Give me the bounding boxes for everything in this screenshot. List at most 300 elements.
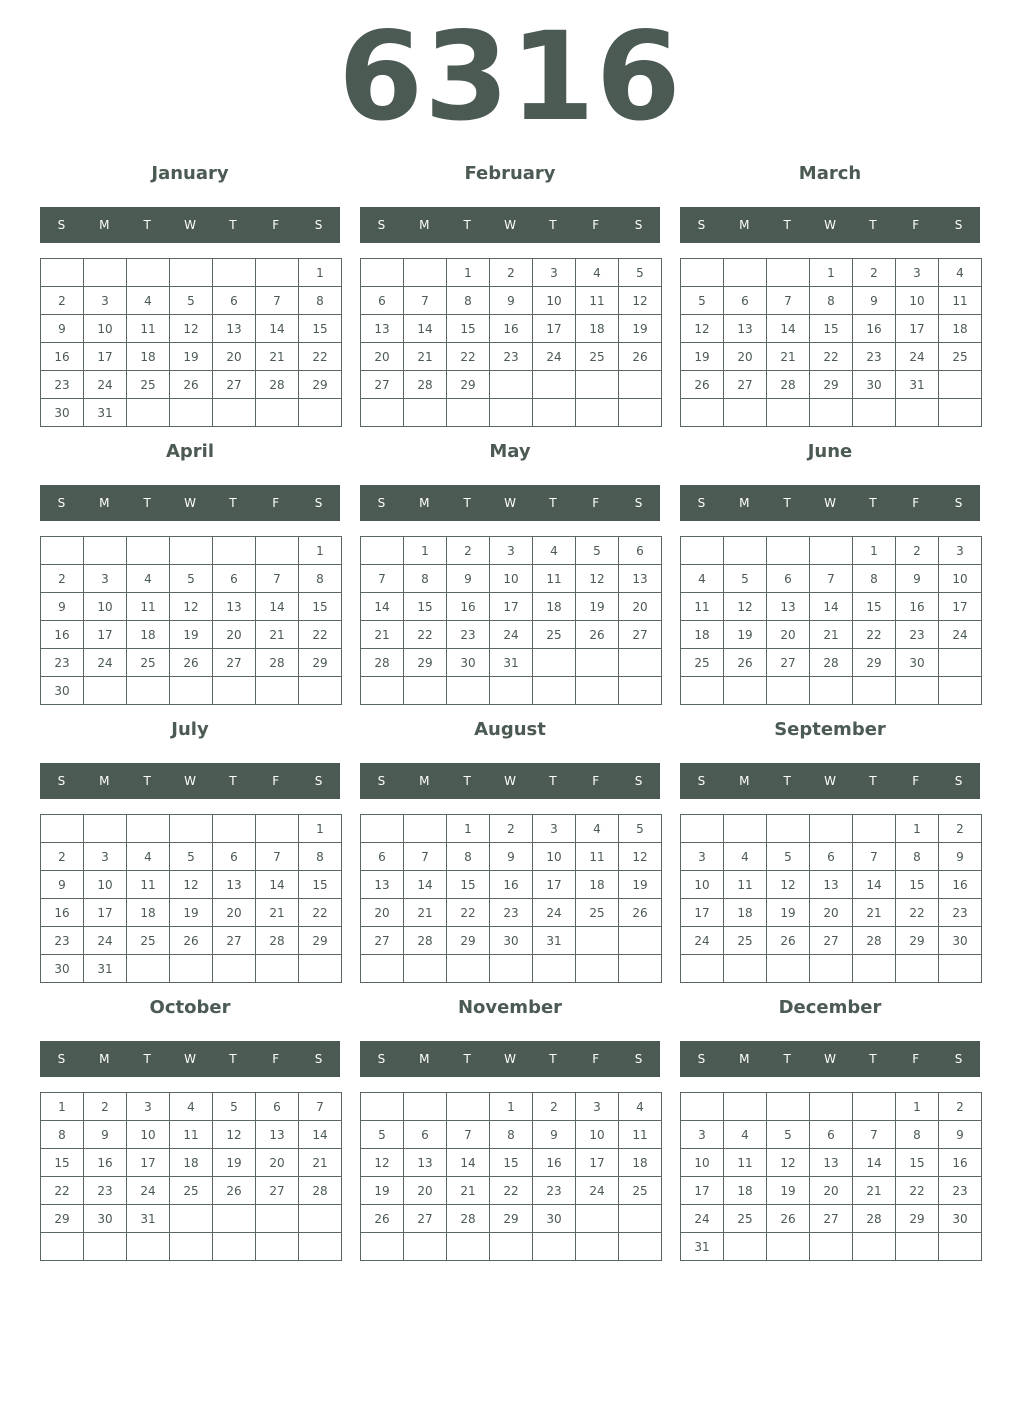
day-cell: 25 (619, 1177, 662, 1205)
week-row (361, 621, 662, 649)
weekday-header: F (272, 1052, 280, 1066)
weekday-header: W (184, 1052, 196, 1066)
weekday-header: S (314, 218, 323, 232)
day-cell: 6 (213, 565, 256, 593)
day-cell: 23 (41, 649, 84, 677)
weekday-header: M (99, 496, 110, 510)
day-cell: 12 (724, 593, 767, 621)
day-cell: 12 (576, 565, 619, 593)
day-cell: 13 (724, 315, 767, 343)
day-cell: 20 (810, 899, 853, 927)
day-cell: 10 (939, 565, 982, 593)
day-cell: 27 (810, 927, 853, 955)
day-cell: 16 (939, 871, 982, 899)
day-cell: 17 (533, 315, 576, 343)
day-cell: 16 (533, 1149, 576, 1177)
day-cell: 1 (299, 537, 342, 565)
day-cell: 6 (256, 1093, 299, 1121)
day-cell: 7 (256, 843, 299, 871)
empty-day-cell (576, 371, 619, 399)
empty-day-cell (490, 955, 533, 983)
day-cell: 9 (41, 593, 84, 621)
week-row (681, 649, 982, 677)
day-cell: 22 (41, 1177, 84, 1205)
empty-day-cell (256, 815, 299, 843)
weekday-header: T (549, 218, 557, 232)
day-cell: 13 (361, 315, 404, 343)
day-cell: 27 (256, 1177, 299, 1205)
weekday-header: W (824, 496, 836, 510)
weekday-header: M (99, 218, 110, 232)
day-cell: 14 (767, 315, 810, 343)
day-cell: 15 (810, 315, 853, 343)
day-cell: 26 (170, 649, 213, 677)
empty-day-cell (404, 259, 447, 287)
day-cell: 26 (361, 1205, 404, 1233)
weekday-header: S (697, 1052, 706, 1066)
day-cell: 10 (533, 843, 576, 871)
week-row (361, 1205, 662, 1233)
week-row (681, 1121, 982, 1149)
empty-day-cell (490, 1233, 533, 1261)
day-cell: 11 (724, 1149, 767, 1177)
day-cell: 21 (256, 899, 299, 927)
day-cell: 27 (810, 1205, 853, 1233)
empty-day-cell (213, 259, 256, 287)
day-cell: 6 (810, 843, 853, 871)
weekday-header: S (954, 1052, 963, 1066)
empty-day-cell (170, 1205, 213, 1233)
day-cell: 11 (170, 1121, 213, 1149)
day-cell: 30 (41, 677, 84, 705)
weekday-header-bar (360, 485, 660, 521)
day-cell: 7 (299, 1093, 342, 1121)
day-cell: 28 (256, 371, 299, 399)
day-cell: 13 (361, 871, 404, 899)
empty-day-cell (939, 649, 982, 677)
day-cell: 16 (853, 315, 896, 343)
empty-day-cell (127, 399, 170, 427)
empty-day-cell (810, 677, 853, 705)
day-cell: 14 (256, 871, 299, 899)
days-table (360, 814, 662, 983)
day-cell: 10 (127, 1121, 170, 1149)
day-cell: 10 (84, 315, 127, 343)
day-cell: 5 (767, 1121, 810, 1149)
day-cell: 15 (853, 593, 896, 621)
day-cell: 12 (767, 871, 810, 899)
day-cell: 6 (361, 287, 404, 315)
day-cell: 15 (404, 593, 447, 621)
day-cell: 18 (127, 899, 170, 927)
week-row (361, 815, 662, 843)
day-cell: 7 (767, 287, 810, 315)
day-cell: 30 (490, 927, 533, 955)
day-cell: 28 (256, 927, 299, 955)
empty-day-cell (256, 259, 299, 287)
day-cell: 17 (896, 315, 939, 343)
empty-day-cell (576, 677, 619, 705)
empty-day-cell (619, 1205, 662, 1233)
empty-day-cell (681, 815, 724, 843)
day-cell: 23 (939, 1177, 982, 1205)
day-cell: 28 (767, 371, 810, 399)
day-cell: 2 (490, 259, 533, 287)
week-row (41, 871, 342, 899)
day-cell: 23 (41, 927, 84, 955)
day-cell: 25 (939, 343, 982, 371)
week-row (361, 955, 662, 983)
day-cell: 4 (939, 259, 982, 287)
day-cell: 19 (576, 593, 619, 621)
week-row (41, 927, 342, 955)
week-row (41, 1233, 342, 1261)
empty-day-cell (767, 1093, 810, 1121)
empty-day-cell (853, 677, 896, 705)
day-cell: 24 (533, 343, 576, 371)
empty-day-cell (447, 677, 490, 705)
week-row (361, 1121, 662, 1149)
day-cell: 5 (361, 1121, 404, 1149)
day-cell: 4 (127, 287, 170, 315)
day-cell: 5 (170, 843, 213, 871)
day-cell: 23 (939, 899, 982, 927)
day-cell: 25 (576, 343, 619, 371)
day-cell: 18 (619, 1149, 662, 1177)
empty-day-cell (170, 1233, 213, 1261)
day-cell: 19 (170, 899, 213, 927)
day-cell: 24 (490, 621, 533, 649)
day-cell: 29 (447, 371, 490, 399)
week-row (41, 677, 342, 705)
day-cell: 30 (939, 1205, 982, 1233)
weekday-header: S (634, 496, 643, 510)
day-cell: 8 (299, 843, 342, 871)
week-row (41, 815, 342, 843)
day-cell: 7 (810, 565, 853, 593)
day-cell: 4 (724, 843, 767, 871)
week-row (681, 537, 982, 565)
empty-day-cell (404, 1093, 447, 1121)
empty-day-cell (213, 537, 256, 565)
empty-day-cell (361, 955, 404, 983)
empty-day-cell (724, 1233, 767, 1261)
weekday-header-bar (360, 1041, 660, 1077)
day-cell: 14 (299, 1121, 342, 1149)
day-cell: 11 (533, 565, 576, 593)
day-cell: 16 (490, 315, 533, 343)
empty-day-cell (404, 399, 447, 427)
empty-day-cell (896, 399, 939, 427)
day-cell: 15 (447, 315, 490, 343)
day-cell: 29 (853, 649, 896, 677)
empty-day-cell (810, 399, 853, 427)
weekday-header: S (57, 774, 66, 788)
day-cell: 31 (681, 1233, 724, 1261)
week-row (41, 593, 342, 621)
day-cell: 24 (896, 343, 939, 371)
week-row (41, 343, 342, 371)
day-cell: 12 (170, 593, 213, 621)
empty-day-cell (939, 1233, 982, 1261)
empty-day-cell (810, 955, 853, 983)
day-cell: 5 (767, 843, 810, 871)
day-cell: 25 (127, 371, 170, 399)
weekday-header: T (869, 774, 877, 788)
empty-day-cell (533, 399, 576, 427)
empty-day-cell (213, 1233, 256, 1261)
day-cell: 20 (361, 343, 404, 371)
empty-day-cell (576, 1233, 619, 1261)
week-row (41, 1205, 342, 1233)
week-row (361, 371, 662, 399)
day-cell: 17 (576, 1149, 619, 1177)
weekday-header: F (272, 496, 280, 510)
day-cell: 19 (767, 1177, 810, 1205)
day-cell: 13 (256, 1121, 299, 1149)
day-cell: 1 (447, 259, 490, 287)
weekday-header: S (954, 218, 963, 232)
day-cell: 22 (404, 621, 447, 649)
day-cell: 4 (681, 565, 724, 593)
day-cell: 22 (299, 899, 342, 927)
week-row (41, 843, 342, 871)
weekday-header: F (912, 218, 920, 232)
days-table (680, 1092, 982, 1261)
day-cell: 4 (127, 565, 170, 593)
weekday-header: F (592, 218, 600, 232)
day-cell: 6 (213, 843, 256, 871)
empty-day-cell (256, 955, 299, 983)
day-cell: 18 (576, 871, 619, 899)
day-cell: 11 (127, 315, 170, 343)
day-cell: 13 (810, 1149, 853, 1177)
empty-day-cell (170, 399, 213, 427)
week-row (361, 1177, 662, 1205)
weekday-header: W (824, 774, 836, 788)
week-row (41, 565, 342, 593)
day-cell: 5 (170, 565, 213, 593)
day-cell: 2 (41, 565, 84, 593)
day-cell: 4 (576, 259, 619, 287)
day-cell: 31 (896, 371, 939, 399)
day-cell: 21 (256, 621, 299, 649)
empty-day-cell (490, 371, 533, 399)
day-cell: 26 (681, 371, 724, 399)
empty-day-cell (619, 371, 662, 399)
empty-day-cell (299, 399, 342, 427)
day-cell: 4 (576, 815, 619, 843)
day-cell: 16 (447, 593, 490, 621)
day-cell: 6 (361, 843, 404, 871)
week-row (681, 399, 982, 427)
day-cell: 16 (490, 871, 533, 899)
week-row (41, 621, 342, 649)
weekday-header: T (229, 1052, 237, 1066)
weekday-header: T (463, 774, 471, 788)
day-cell: 6 (404, 1121, 447, 1149)
empty-day-cell (127, 677, 170, 705)
weekday-header: S (634, 774, 643, 788)
day-cell: 19 (170, 621, 213, 649)
empty-day-cell (361, 1233, 404, 1261)
weekday-header: T (783, 774, 791, 788)
empty-day-cell (213, 677, 256, 705)
weekday-header: T (463, 218, 471, 232)
day-cell: 29 (447, 927, 490, 955)
day-cell: 8 (853, 565, 896, 593)
week-row (361, 343, 662, 371)
empty-day-cell (41, 537, 84, 565)
day-cell: 14 (404, 871, 447, 899)
day-cell: 17 (533, 871, 576, 899)
empty-day-cell (533, 371, 576, 399)
day-cell: 21 (853, 1177, 896, 1205)
days-table (40, 536, 342, 705)
day-cell: 3 (896, 259, 939, 287)
week-row (681, 677, 982, 705)
day-cell: 11 (127, 593, 170, 621)
empty-day-cell (767, 815, 810, 843)
weekday-header: S (377, 496, 386, 510)
empty-day-cell (576, 649, 619, 677)
day-cell: 10 (533, 287, 576, 315)
empty-day-cell (41, 259, 84, 287)
day-cell: 19 (681, 343, 724, 371)
day-cell: 2 (41, 843, 84, 871)
day-cell: 8 (447, 843, 490, 871)
day-cell: 21 (404, 899, 447, 927)
empty-day-cell (853, 815, 896, 843)
empty-day-cell (256, 1205, 299, 1233)
empty-day-cell (361, 1093, 404, 1121)
weekday-header: S (57, 1052, 66, 1066)
day-cell: 4 (127, 843, 170, 871)
day-cell: 11 (576, 843, 619, 871)
day-cell: 16 (41, 343, 84, 371)
day-cell: 17 (939, 593, 982, 621)
empty-day-cell (853, 1233, 896, 1261)
day-cell: 26 (213, 1177, 256, 1205)
day-cell: 19 (361, 1177, 404, 1205)
day-cell: 2 (939, 815, 982, 843)
day-cell: 3 (939, 537, 982, 565)
empty-day-cell (299, 1205, 342, 1233)
week-row (681, 621, 982, 649)
day-cell: 11 (724, 871, 767, 899)
weekday-header: W (504, 496, 516, 510)
weekday-header: S (57, 496, 66, 510)
day-cell: 20 (767, 621, 810, 649)
day-cell: 23 (41, 371, 84, 399)
empty-day-cell (896, 1233, 939, 1261)
week-row (41, 1093, 342, 1121)
day-cell: 17 (84, 621, 127, 649)
day-cell: 4 (533, 537, 576, 565)
week-row (361, 537, 662, 565)
day-cell: 12 (619, 287, 662, 315)
day-cell: 9 (41, 871, 84, 899)
empty-day-cell (170, 677, 213, 705)
day-cell: 1 (896, 815, 939, 843)
week-row (681, 565, 982, 593)
day-cell: 1 (447, 815, 490, 843)
empty-day-cell (681, 537, 724, 565)
weekday-header: M (419, 218, 430, 232)
day-cell: 15 (896, 1149, 939, 1177)
empty-day-cell (127, 1233, 170, 1261)
week-row (41, 259, 342, 287)
week-row (41, 315, 342, 343)
day-cell: 8 (896, 1121, 939, 1149)
day-cell: 29 (299, 371, 342, 399)
day-cell: 10 (490, 565, 533, 593)
empty-day-cell (533, 955, 576, 983)
day-cell: 30 (939, 927, 982, 955)
day-cell: 13 (213, 315, 256, 343)
day-cell: 19 (213, 1149, 256, 1177)
weekday-header: F (912, 774, 920, 788)
week-row (681, 1177, 982, 1205)
day-cell: 17 (127, 1149, 170, 1177)
weekday-header: S (314, 496, 323, 510)
day-cell: 4 (724, 1121, 767, 1149)
day-cell: 29 (896, 927, 939, 955)
day-cell: 26 (170, 927, 213, 955)
empty-day-cell (490, 677, 533, 705)
day-cell: 12 (361, 1149, 404, 1177)
day-cell: 7 (361, 565, 404, 593)
week-row (681, 1233, 982, 1261)
day-cell: 3 (681, 1121, 724, 1149)
day-cell: 27 (213, 927, 256, 955)
week-row (361, 899, 662, 927)
day-cell: 5 (619, 815, 662, 843)
week-row (41, 649, 342, 677)
empty-day-cell (810, 1093, 853, 1121)
day-cell: 1 (490, 1093, 533, 1121)
day-cell: 10 (681, 1149, 724, 1177)
day-cell: 26 (724, 649, 767, 677)
day-cell: 9 (41, 315, 84, 343)
month-title: January (151, 163, 229, 184)
weekday-header: T (143, 496, 151, 510)
empty-day-cell (767, 677, 810, 705)
days-table (680, 814, 982, 983)
day-cell: 20 (213, 899, 256, 927)
day-cell: 25 (127, 927, 170, 955)
day-cell: 16 (896, 593, 939, 621)
day-cell: 13 (767, 593, 810, 621)
empty-day-cell (170, 537, 213, 565)
empty-day-cell (256, 537, 299, 565)
empty-day-cell (361, 259, 404, 287)
week-row (361, 315, 662, 343)
day-cell: 26 (619, 899, 662, 927)
day-cell: 2 (939, 1093, 982, 1121)
day-cell: 1 (810, 259, 853, 287)
day-cell: 3 (490, 537, 533, 565)
day-cell: 5 (576, 537, 619, 565)
day-cell: 11 (681, 593, 724, 621)
day-cell: 3 (84, 843, 127, 871)
empty-day-cell (84, 1233, 127, 1261)
day-cell: 3 (576, 1093, 619, 1121)
day-cell: 11 (939, 287, 982, 315)
day-cell: 1 (896, 1093, 939, 1121)
day-cell: 9 (447, 565, 490, 593)
day-cell: 19 (170, 343, 213, 371)
